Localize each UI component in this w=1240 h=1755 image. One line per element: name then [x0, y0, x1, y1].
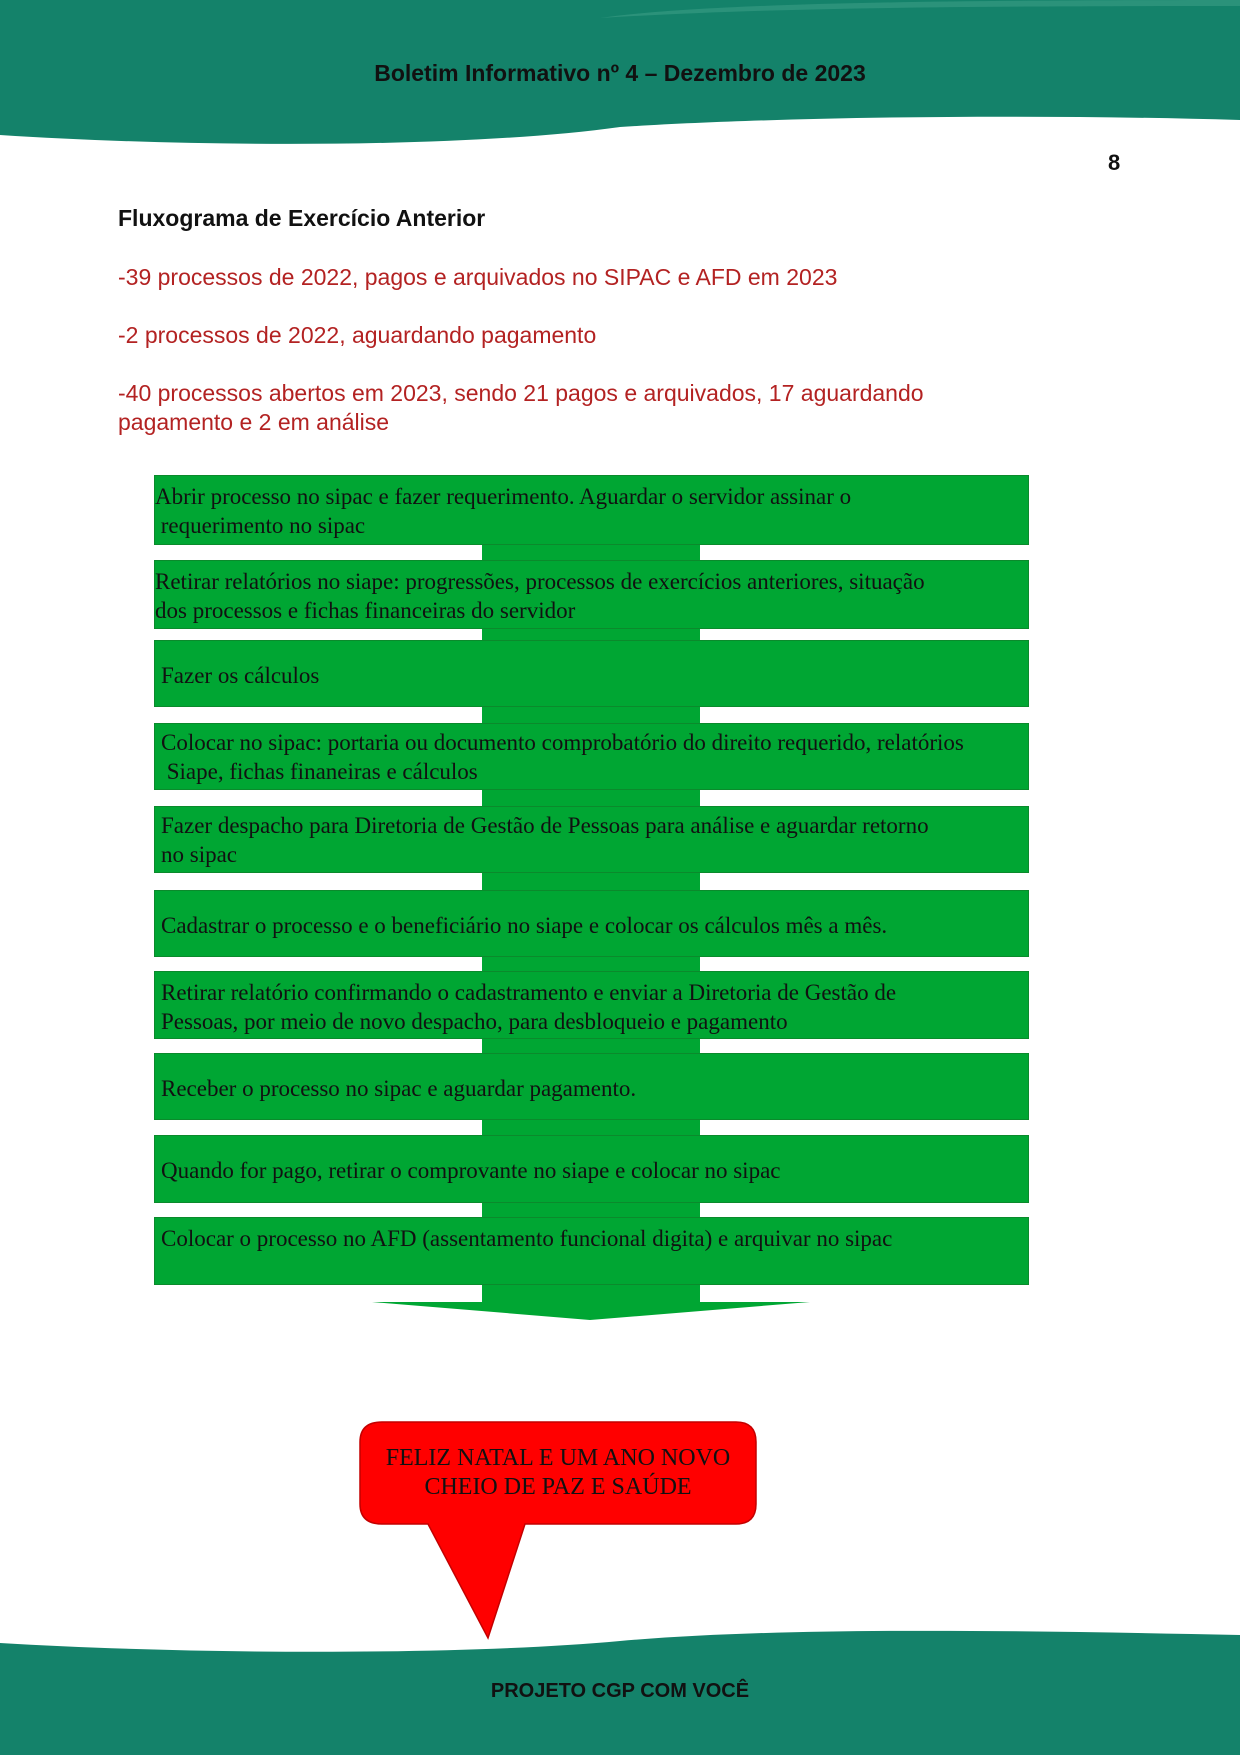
flow-step-6: Cadastrar o processo e o beneficiário no siape e colocar os cálculos mês a mês. [154, 890, 1029, 957]
flow-step-8: Receber o processo no sipac e aguardar pagamento. [154, 1053, 1029, 1120]
header-title: Boletim Informativo nº 4 – Dezembro de 2023 [374, 60, 866, 86]
flow-step-4: Colocar no sipac: portaria ou documento comprobatório do direito requerido, relatórios Siape, fichas finaneiras e cálculos [154, 723, 1029, 790]
flow-step-1: Abrir processo no sipac e fazer requerimento. Aguardar o servidor assinar o requerimento no sipac [154, 475, 1029, 545]
flow-step-2: Retirar relatórios no siape: progressões, processos de exercícios anteriores, situação dos processos e fichas financeiras do servidor [154, 560, 1029, 629]
callout-text: FELIZ NATAL E UM ANO NOVO CHEIO DE PAZ E SAÚDE [385, 1445, 731, 1500]
section-title: Fluxograma de Exercício Anterior [118, 205, 486, 231]
flow-step-7: Retirar relatório confirmando o cadastramento e enviar a Diretoria de Gestão de Pessoas, por meio de novo despacho, para desbloqueio e pagamento [154, 971, 1029, 1039]
footer-text: PROJETO CGP COM VOCÊ [490, 1680, 750, 1702]
summary-line-2: -2 processos de 2022, aguardando pagamento [118, 322, 597, 348]
page-number: 8 [1108, 150, 1121, 175]
flow-step-10: Colocar o processo no AFD (assentamento funcional digita) e arquivar no sipac [154, 1217, 1029, 1285]
summary-line-1: -39 processos de 2022, pagos e arquivados no SIPAC e AFD em 2023 [118, 264, 838, 290]
flow-step-5: Fazer despacho para Diretoria de Gestão de Pessoas para análise e aguardar retorno no sipac [154, 806, 1029, 873]
summary-line-3: -40 processos abertos em 2023, sendo 21 pagos e arquivados, 17 aguardando pagamento e 2 em análise [118, 380, 924, 435]
flow-step-3: Fazer os cálculos [154, 640, 1029, 707]
flow-step-9: Quando for pago, retirar o comprovante no siape e colocar no sipac [154, 1135, 1029, 1203]
